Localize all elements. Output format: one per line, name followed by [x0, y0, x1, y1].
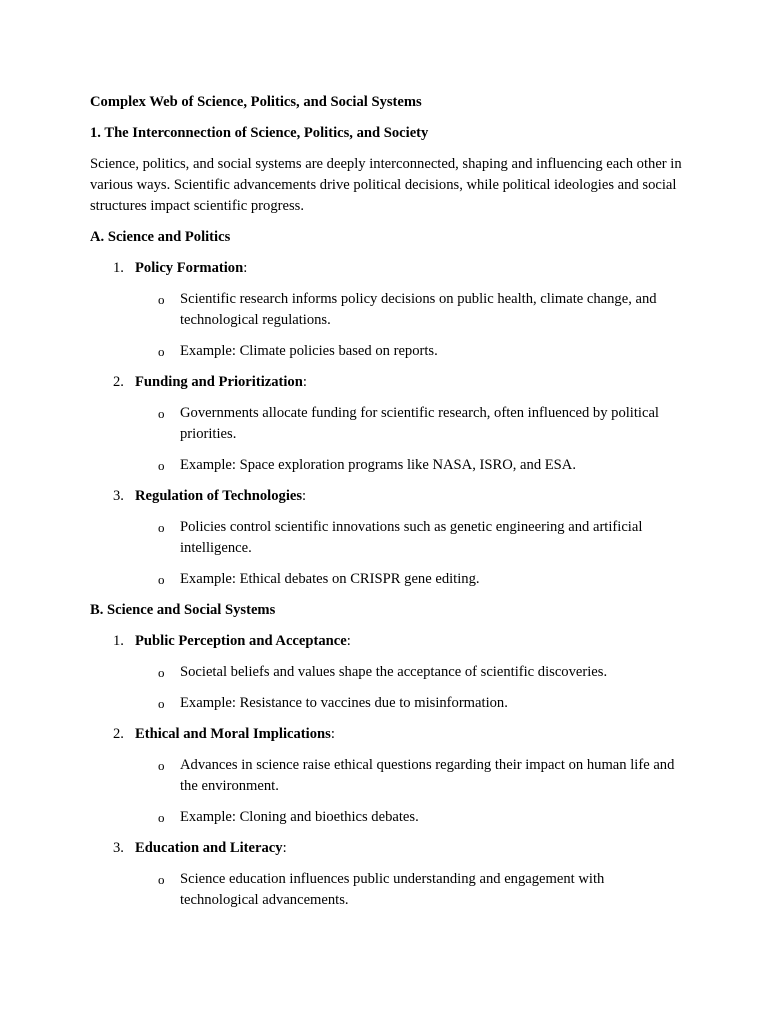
bullet-marker: o	[158, 292, 165, 307]
list-number: 2.	[113, 726, 124, 742]
bullet-text: Example: Space exploration programs like NASA, ISRO, and ESA.	[180, 457, 576, 473]
bullet-marker: o	[158, 520, 165, 535]
list-item-label: Education and Literacy	[135, 840, 283, 856]
part-a-heading: A. Science and Politics	[90, 229, 231, 245]
list-item-label: Public Perception and Acceptance	[135, 633, 347, 649]
bullet-item	[90, 807, 690, 828]
bullet-marker: o	[158, 458, 165, 473]
bullet-marker: o	[158, 696, 165, 711]
bullet-item	[90, 341, 690, 362]
label-colon: :	[330, 726, 335, 742]
list-item-funding	[90, 372, 690, 393]
list-number: 1.	[113, 633, 124, 649]
bullet-item	[90, 693, 690, 714]
bullet-text: Governments allocate funding for scientific research, often influenced by political priorities.	[180, 405, 659, 442]
list-item-education	[90, 838, 690, 859]
bullet-text: Policies control scientific innovations such as genetic engineering and artificial intelligence.	[180, 519, 643, 556]
list-item-regulation	[90, 486, 690, 507]
bullet-marker: o	[158, 665, 165, 680]
list-item-label: Policy Formation	[135, 260, 244, 276]
bullet-item	[90, 403, 690, 445]
list-number: 2.	[113, 374, 124, 390]
bullet-item	[90, 755, 690, 797]
part-b-heading: B. Science and Social Systems	[90, 602, 276, 618]
bullet-marker: o	[158, 572, 165, 587]
intro-paragraph: Science, politics, and social systems are deeply interconnected, shaping and influencing each other in various ways. Scientific advancements drive political decisions, while political ideologies and social structures impact scientific progress.	[90, 156, 682, 214]
list-item-public-perception	[90, 631, 690, 652]
list-item-label: Regulation of Technologies	[135, 488, 303, 504]
bullet-text: Example: Ethical debates on CRISPR gene editing.	[180, 571, 480, 587]
list-number: 1.	[113, 260, 124, 276]
bullet-marker: o	[158, 872, 165, 887]
list-item-label: Ethical and Moral Implications	[135, 726, 331, 742]
list-item-policy-formation	[90, 258, 690, 279]
label-colon: :	[302, 374, 307, 390]
list-number: 3.	[113, 840, 124, 856]
label-colon: :	[346, 633, 351, 649]
document-title: Complex Web of Science, Politics, and Social Systems	[90, 94, 422, 110]
list-item-label: Funding and Prioritization	[135, 374, 303, 390]
bullet-text: Science education influences public understanding and engagement with technological advancements.	[180, 871, 605, 908]
bullet-text: Societal beliefs and values shape the acceptance of scientific discoveries.	[180, 664, 608, 680]
bullet-marker: o	[158, 406, 165, 421]
bullet-marker: o	[158, 344, 165, 359]
bullet-item	[90, 869, 690, 911]
bullet-item	[90, 662, 690, 683]
bullet-text: Scientific research informs policy decisions on public health, climate change, and technological regulations.	[180, 291, 657, 328]
bullet-marker: o	[158, 810, 165, 825]
label-colon: :	[243, 260, 248, 276]
bullet-text: Advances in science raise ethical questions regarding their impact on human life and the environment.	[180, 757, 675, 794]
label-colon: :	[282, 840, 287, 856]
bullet-item	[90, 289, 690, 331]
document-page	[90, 92, 690, 921]
label-colon: :	[302, 488, 307, 504]
section-heading: 1. The Interconnection of Science, Politics, and Society	[90, 125, 429, 141]
bullet-item	[90, 455, 690, 476]
list-number: 3.	[113, 488, 124, 504]
bullet-marker: o	[158, 758, 165, 773]
bullet-item	[90, 517, 690, 559]
bullet-text: Example: Climate policies based on reports.	[180, 343, 438, 359]
list-item-ethical	[90, 724, 690, 745]
bullet-text: Example: Resistance to vaccines due to misinformation.	[180, 695, 508, 711]
bullet-text: Example: Cloning and bioethics debates.	[180, 809, 419, 825]
bullet-item	[90, 569, 690, 590]
